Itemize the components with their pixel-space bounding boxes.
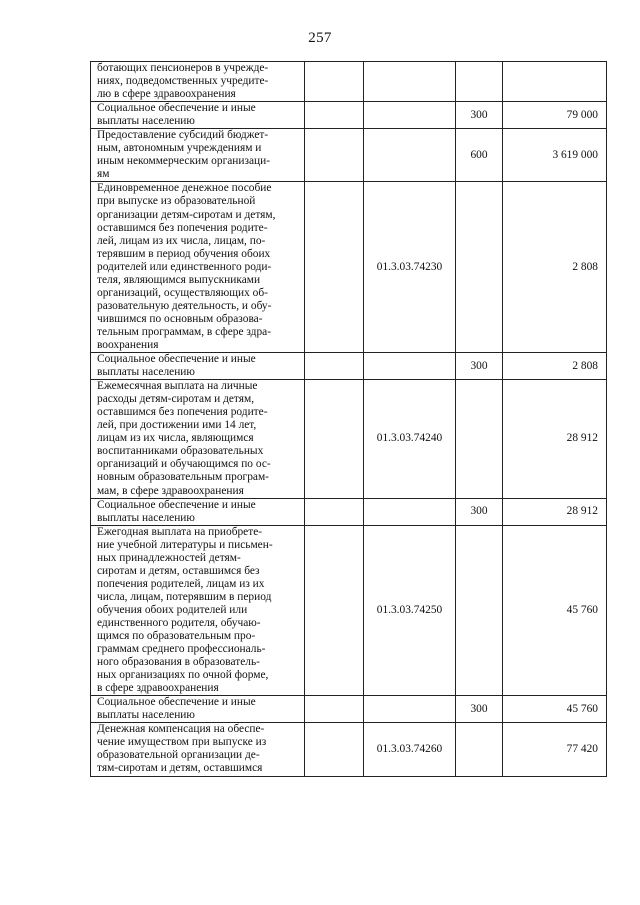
table-row [91,182,607,353]
expense-type-code: 600 [456,129,503,182]
description-line: лицам из их числа, являющимся [97,432,254,445]
description-line: Ежемесячная выплата на личные [97,380,258,393]
row-description [91,380,305,498]
expense-type-code [456,380,503,498]
description-line: Единовременное денежное пособие [97,182,272,195]
description-line: щимся по образовательным про- [97,630,256,643]
description-line: тям-сиротам и детям, оставшимся [97,762,263,775]
description-line: Социальное обеспечение и иные [97,102,256,115]
table-row [91,696,607,723]
description-line: единственного родителя, обучаю- [97,616,261,629]
row-description [91,696,305,723]
table-row [91,525,607,696]
target-article-code: 01.3.03.74260 [364,723,456,776]
empty-cell [305,723,364,776]
description-line: воохранения [97,338,159,351]
expense-type-code: 300 [456,102,503,129]
description-line: при выпуске из образовательной [97,195,256,208]
description-line: сиротам и детям, оставшимся без [97,564,260,577]
table-row [91,62,607,102]
description-line: организаций, осуществляющих об- [97,286,268,299]
expense-type-code: 300 [456,696,503,723]
description-line: мам, в сфере здравоохранения [97,484,244,497]
description-line: граммам среднего профессиональ- [97,643,266,656]
expense-type-code [456,723,503,776]
amount: 45 760 [503,525,607,696]
target-article-code [364,696,456,723]
description-line: разовательную деятельность, и обу- [97,299,272,312]
budget-table [90,61,607,777]
description-line: лей, лицам из их числа, лицам, по- [97,234,266,247]
amount: 79 000 [503,102,607,129]
amount: 2 808 [503,353,607,380]
table-row [91,129,607,182]
description-line: теля, являющимся выпускниками [97,273,261,286]
table-row [91,353,607,380]
description-line: ние учебной литературы и письмен- [97,538,273,551]
description-line: Социальное обеспечение и иные [97,696,256,709]
target-article-code [364,353,456,380]
amount: 28 912 [503,380,607,498]
expense-type-code [456,182,503,353]
description-line: чение имуществом при выпуске из [97,736,267,749]
description-line: ниях, подведомственных учредите- [97,75,269,88]
table-body [91,62,607,777]
empty-cell [305,353,364,380]
expense-type-code: 300 [456,498,503,525]
empty-cell [305,182,364,353]
description-line: лей, при достижении ими 14 лет, [97,419,257,432]
description-line: родителей или единственного роди- [97,260,272,273]
description-line: выплаты населению [97,366,195,379]
description-line: Социальное обеспечение и иные [97,498,256,511]
description-line: оставшимся без попечения родите- [97,406,268,419]
description-line: организаций и обучающимся по ос- [97,458,271,471]
description-line: иным некоммерческим организаци- [97,155,271,168]
amount [503,62,607,102]
empty-cell [305,102,364,129]
empty-cell [305,129,364,182]
description-line: образовательной организации де- [97,749,260,762]
description-line: ных принадлежностей детям- [97,551,241,564]
description-line: Ежегодная выплата на приобрете- [97,525,263,538]
description-line: организации детям-сиротам и детям, [97,208,276,221]
description-line: обучения обоих родителей или [97,603,248,616]
description-line: числа, лицам, потерявшим в период [97,590,272,603]
row-description [91,723,305,776]
row-description [91,525,305,696]
empty-cell [305,380,364,498]
description-line: Предоставление субсидий бюджет- [97,129,269,142]
row-description [91,182,305,353]
expense-type-code [456,525,503,696]
table-row [91,723,607,776]
empty-cell [305,525,364,696]
row-description [91,102,305,129]
target-article-code: 01.3.03.74230 [364,182,456,353]
expense-type-code [456,62,503,102]
description-line: в сфере здравоохранения [97,682,219,695]
description-line: ным, автономным учреждениям и [97,142,262,155]
empty-cell [305,696,364,723]
table-row [91,380,607,498]
table-row [91,102,607,129]
description-line: ного образования в образователь- [97,656,260,669]
description-line: выплаты населению [97,115,195,128]
expense-type-code: 300 [456,353,503,380]
description-line: выплаты населению [97,511,195,524]
description-line: терявшим в период обучения обоих [97,247,271,260]
description-line: выплаты населению [97,709,195,722]
description-line: новным образовательным програм- [97,471,269,484]
target-article-code: 01.3.03.74240 [364,380,456,498]
page-number: 257 [308,30,332,46]
amount: 45 760 [503,696,607,723]
description-line: Социальное обеспечение и иные [97,353,256,366]
table-row [91,498,607,525]
description-line: ных организациях по очной форме, [97,669,269,682]
description-line: воспитанниками образовательных [97,445,264,458]
description-line: ботающих пенсионеров в учрежде- [97,62,269,74]
row-description [91,498,305,525]
row-description [91,353,305,380]
row-description [91,62,305,102]
target-article-code [364,102,456,129]
description-line: лю в сфере здравоохранения [97,88,236,101]
amount: 3 619 000 [503,129,607,182]
empty-cell [305,498,364,525]
target-article-code [364,498,456,525]
description-line: оставшимся без попечения родите- [97,221,268,234]
description-line: тельным программам, в сфере здра- [97,325,272,338]
amount: 28 912 [503,498,607,525]
amount: 2 808 [503,182,607,353]
empty-cell [305,62,364,102]
target-article-code [364,62,456,102]
description-line: ям [97,168,110,181]
description-line: чившимся по основным образова- [97,312,263,325]
row-description [91,129,305,182]
target-article-code [364,129,456,182]
amount: 77 420 [503,723,607,776]
description-line: Денежная компенсация на обеспе- [97,723,265,736]
description-line: попечения родителей, лицам из их [97,577,265,590]
description-line: расходы детям-сиротам и детям, [97,393,255,406]
target-article-code: 01.3.03.74250 [364,525,456,696]
